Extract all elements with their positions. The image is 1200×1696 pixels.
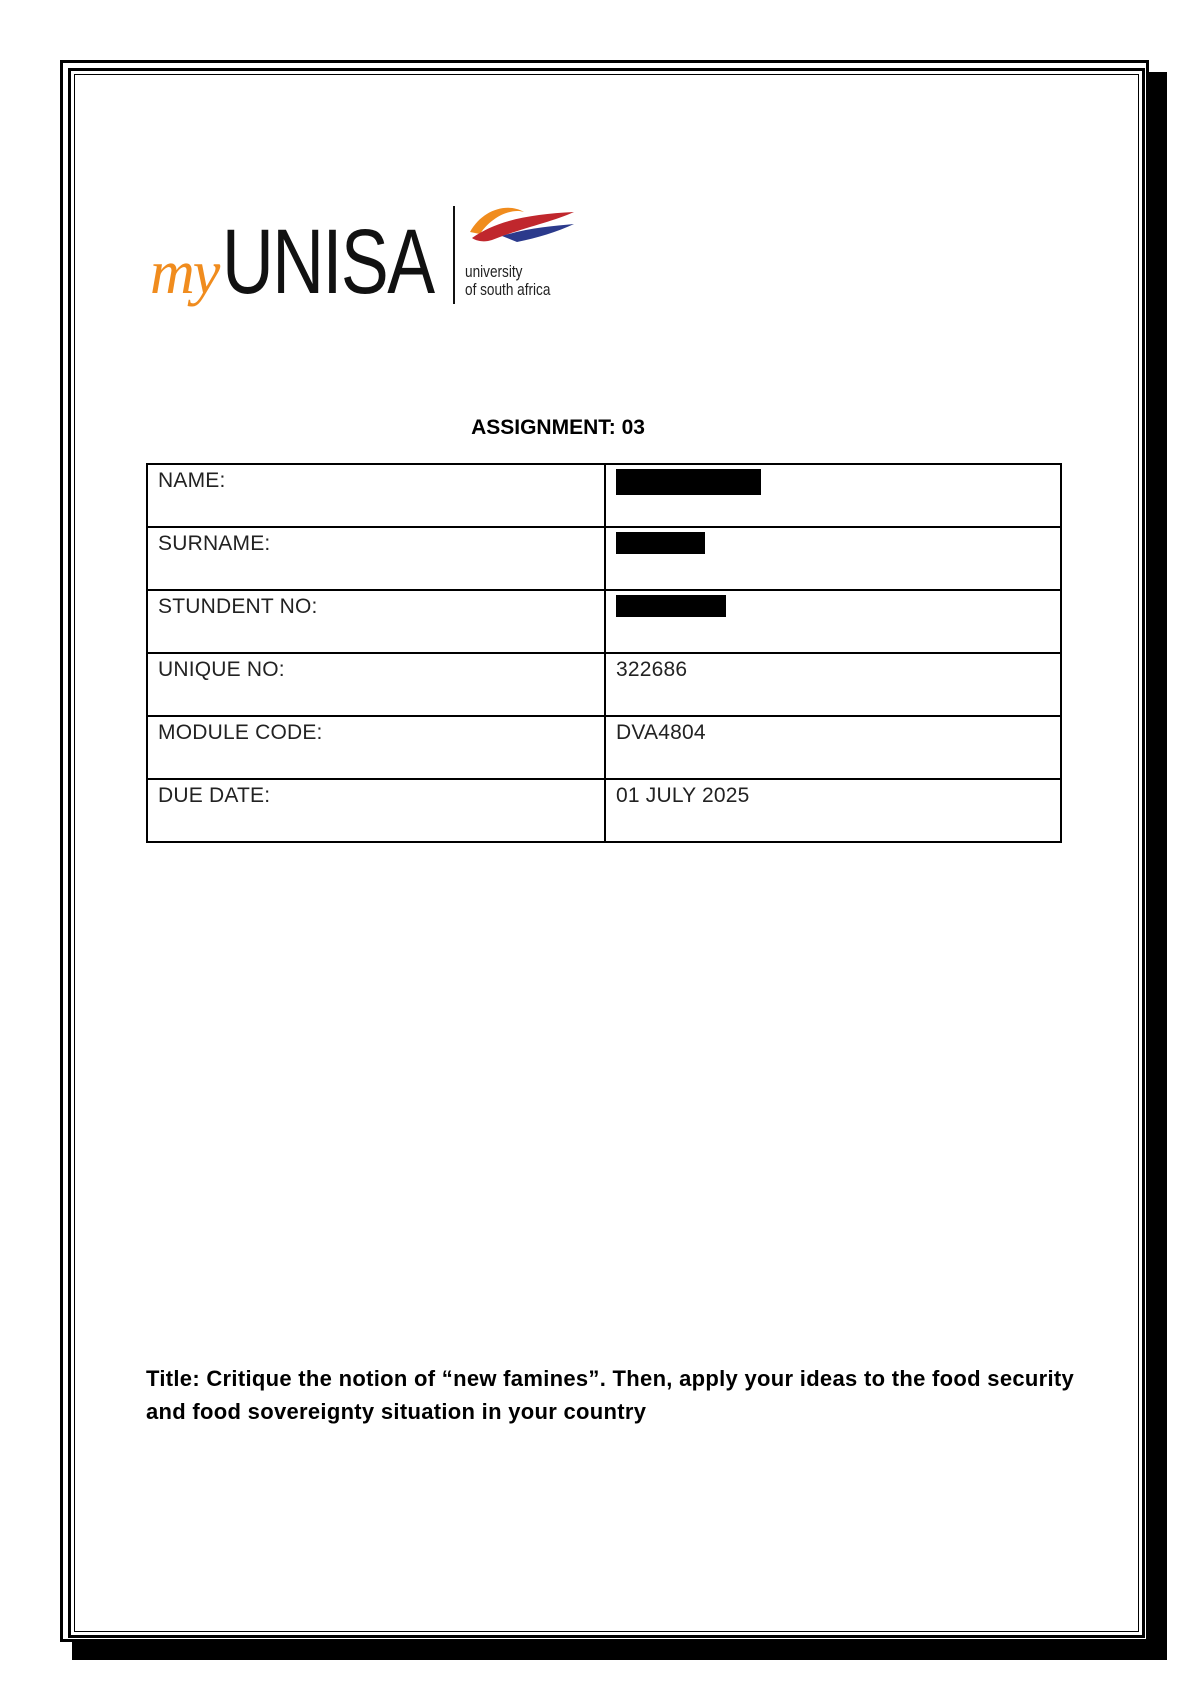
row-label: SURNAME: [147, 527, 605, 590]
table-row [147, 590, 1061, 653]
redaction-box [616, 532, 705, 554]
row-label: UNIQUE NO: [147, 653, 605, 716]
assignment-heading: ASSIGNMENT: 03 [471, 416, 645, 439]
row-label: NAME: [147, 464, 605, 527]
table-row [147, 527, 1061, 590]
myunisa-logo [150, 200, 590, 340]
table-row [147, 653, 1061, 716]
row-value: 01 JULY 2025 [605, 779, 1061, 842]
row-value: 322686 [605, 653, 1061, 716]
logo-south-africa-text: of south africa [465, 280, 551, 299]
row-value [605, 527, 1061, 590]
table-row [147, 464, 1061, 527]
row-label: DUE DATE: [147, 779, 605, 842]
logo-divider [453, 206, 455, 304]
redaction-box [616, 595, 726, 617]
row-value [605, 590, 1061, 653]
row-value: DVA4804 [605, 716, 1061, 779]
details-table [146, 463, 1062, 843]
logo-unisa-text: UNISA [222, 211, 434, 313]
assignment-title: Title: Critique the notion of “new famines”. Then, apply your ideas to the food security and food sovereignty situation in your country [146, 1366, 1075, 1424]
row-label: MODULE CODE: [147, 716, 605, 779]
table-row [147, 779, 1061, 842]
unisa-flag-icon [462, 202, 582, 252]
redaction-box [616, 469, 761, 495]
row-label: STUNDENT NO: [147, 590, 605, 653]
logo-my-text: my [150, 239, 219, 307]
logo-university-text: university [465, 262, 523, 281]
row-value [605, 464, 1061, 527]
table-row [147, 716, 1061, 779]
